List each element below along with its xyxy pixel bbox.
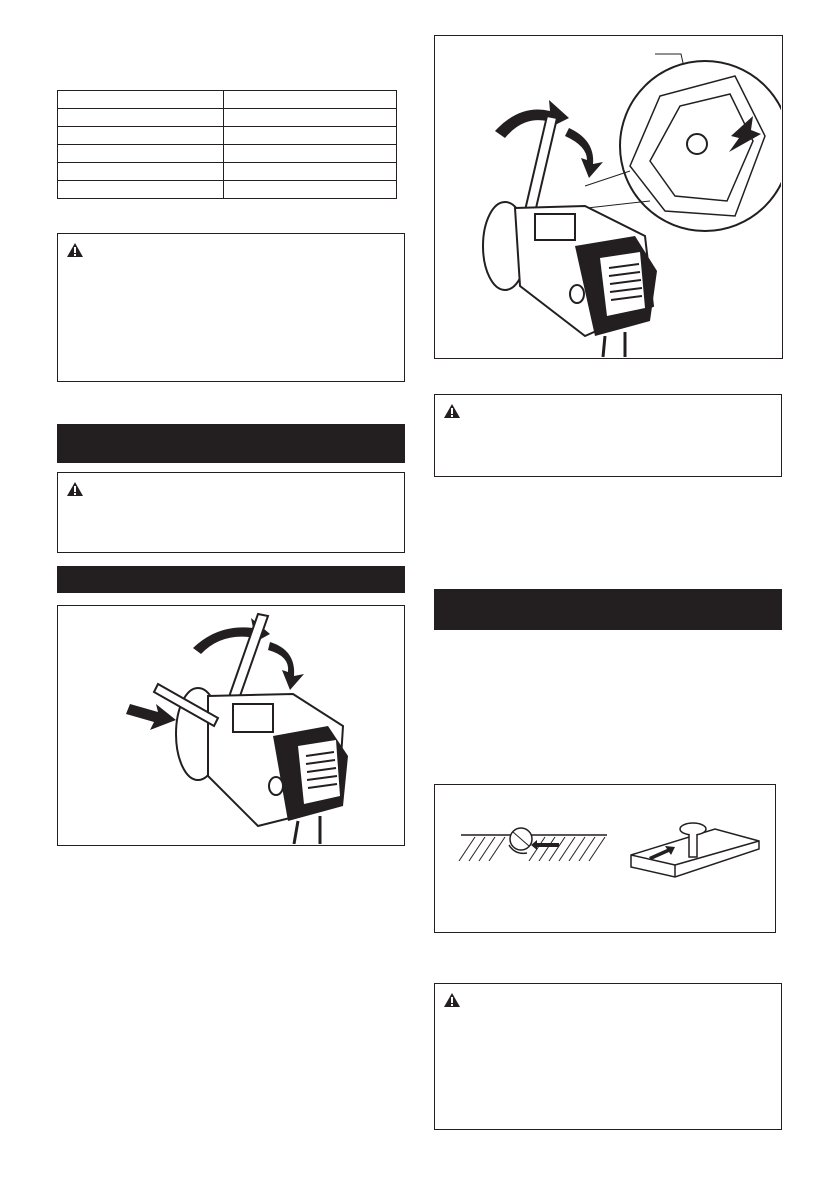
table-cell-label [58,91,224,109]
table-row [58,127,397,145]
table-cell-label [58,109,224,127]
caution-box [57,472,405,553]
push-arrow-icon [531,840,559,850]
table-cell-label [58,145,224,163]
table-cell-label [58,181,224,199]
subsection-header-bar [57,566,405,593]
caution-box [434,983,782,1130]
warning-triangle-icon [443,992,461,1008]
warning-triangle-icon [66,481,84,497]
warning-triangle-icon [443,403,461,419]
caution-box [434,394,782,477]
table-row [58,145,397,163]
figure-spindle-lock [434,35,783,359]
push-arrow-icon [126,704,176,730]
table-cell-value [224,163,397,181]
section-header-bar [57,424,405,463]
spindle-lock-illustration [435,36,781,357]
table-cell-value [224,127,397,145]
table-row [58,181,397,199]
spec-table [57,90,397,199]
table-cell-value [224,91,397,109]
table-cell-value [224,109,397,127]
table-cell-value [224,145,397,163]
feed-direction-illustration [435,785,774,931]
warning-triangle-icon [66,242,84,258]
table-cell-label [58,127,224,145]
caution-box [57,233,405,382]
table-row [58,91,397,109]
router-wrench-illustration [58,606,403,844]
table-row [58,163,397,181]
figure-feed-direction [434,784,776,933]
table-cell-label [58,163,224,181]
section-header-bar [434,589,782,630]
figure-wrench-removal [57,605,405,846]
table-cell-value [224,181,397,199]
table-row [58,109,397,127]
